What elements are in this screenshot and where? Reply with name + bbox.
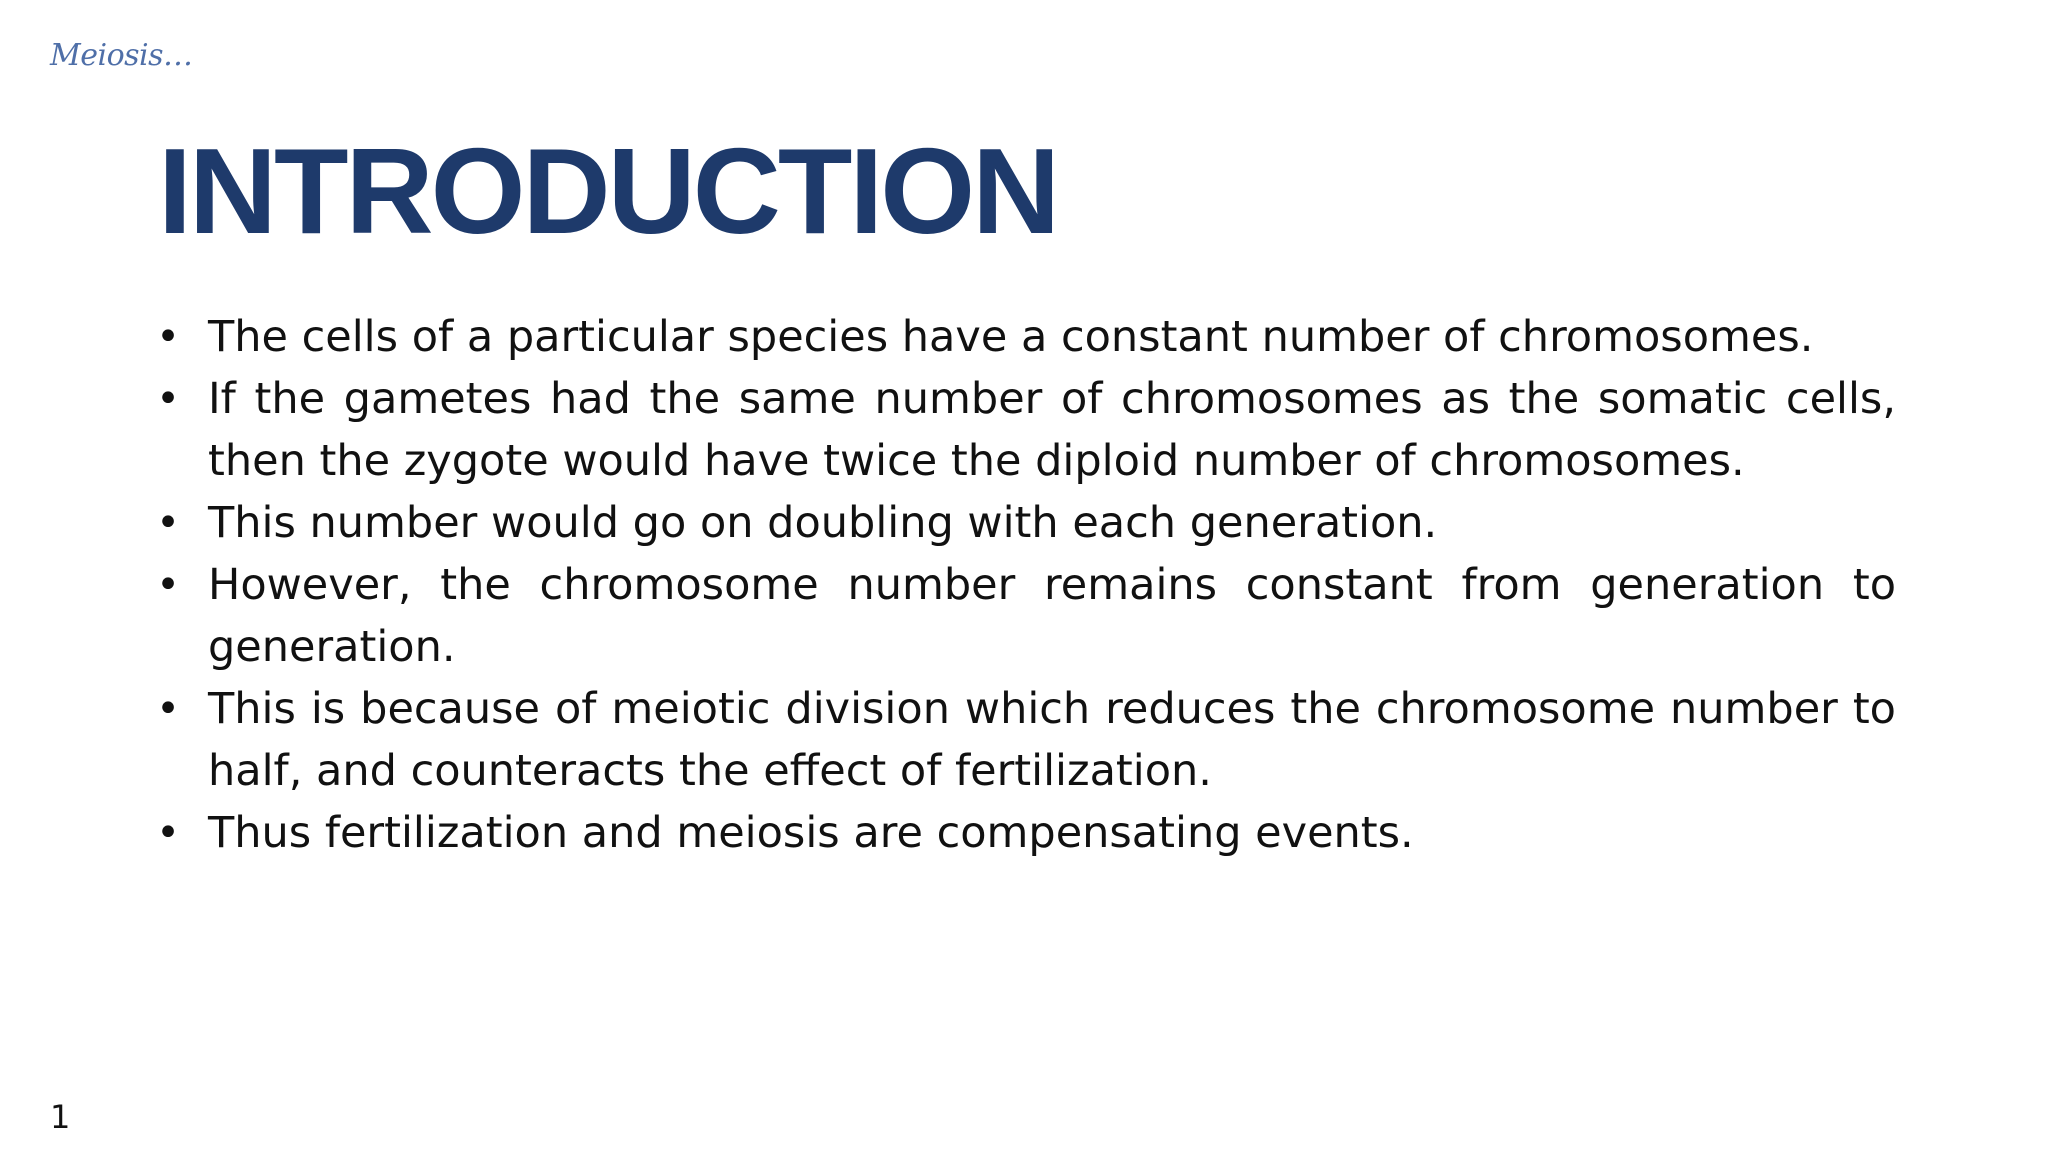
page-number: 1 [50, 1098, 71, 1136]
bullet-text: This is because of meiotic division which reduces the chromosome number to half, and counteracts the effect of fertilization. [208, 684, 1896, 796]
bullet-item [156, 678, 1896, 802]
bullet-text: The cells of a particular species have a constant number of chromosomes. [208, 312, 1814, 362]
bullet-item [156, 492, 1896, 554]
bullet-icon: • [156, 314, 180, 360]
bullet-item [156, 802, 1896, 864]
bullet-list [156, 306, 1896, 864]
bullet-icon: • [156, 810, 180, 856]
bullet-text: This number would go on doubling with each generation. [208, 498, 1438, 548]
slide-title: INTRODUCTION [158, 123, 1058, 259]
header-tag: Meiosis… [50, 38, 193, 73]
bullet-item [156, 306, 1896, 368]
bullet-icon: • [156, 500, 180, 546]
bullet-icon: • [156, 686, 180, 732]
bullet-item [156, 554, 1896, 678]
bullet-text: However, the chromosome number remains constant from generation to generation. [208, 560, 1896, 672]
bullet-text: If the gametes had the same number of chromosomes as the somatic cells, then the zygote would have twice the diploid number of chromosomes. [208, 374, 1896, 486]
bullet-item [156, 368, 1896, 492]
bullet-icon: • [156, 562, 180, 608]
bullet-text: Thus fertilization and meiosis are compensating events. [208, 808, 1414, 858]
bullet-icon: • [156, 376, 180, 422]
